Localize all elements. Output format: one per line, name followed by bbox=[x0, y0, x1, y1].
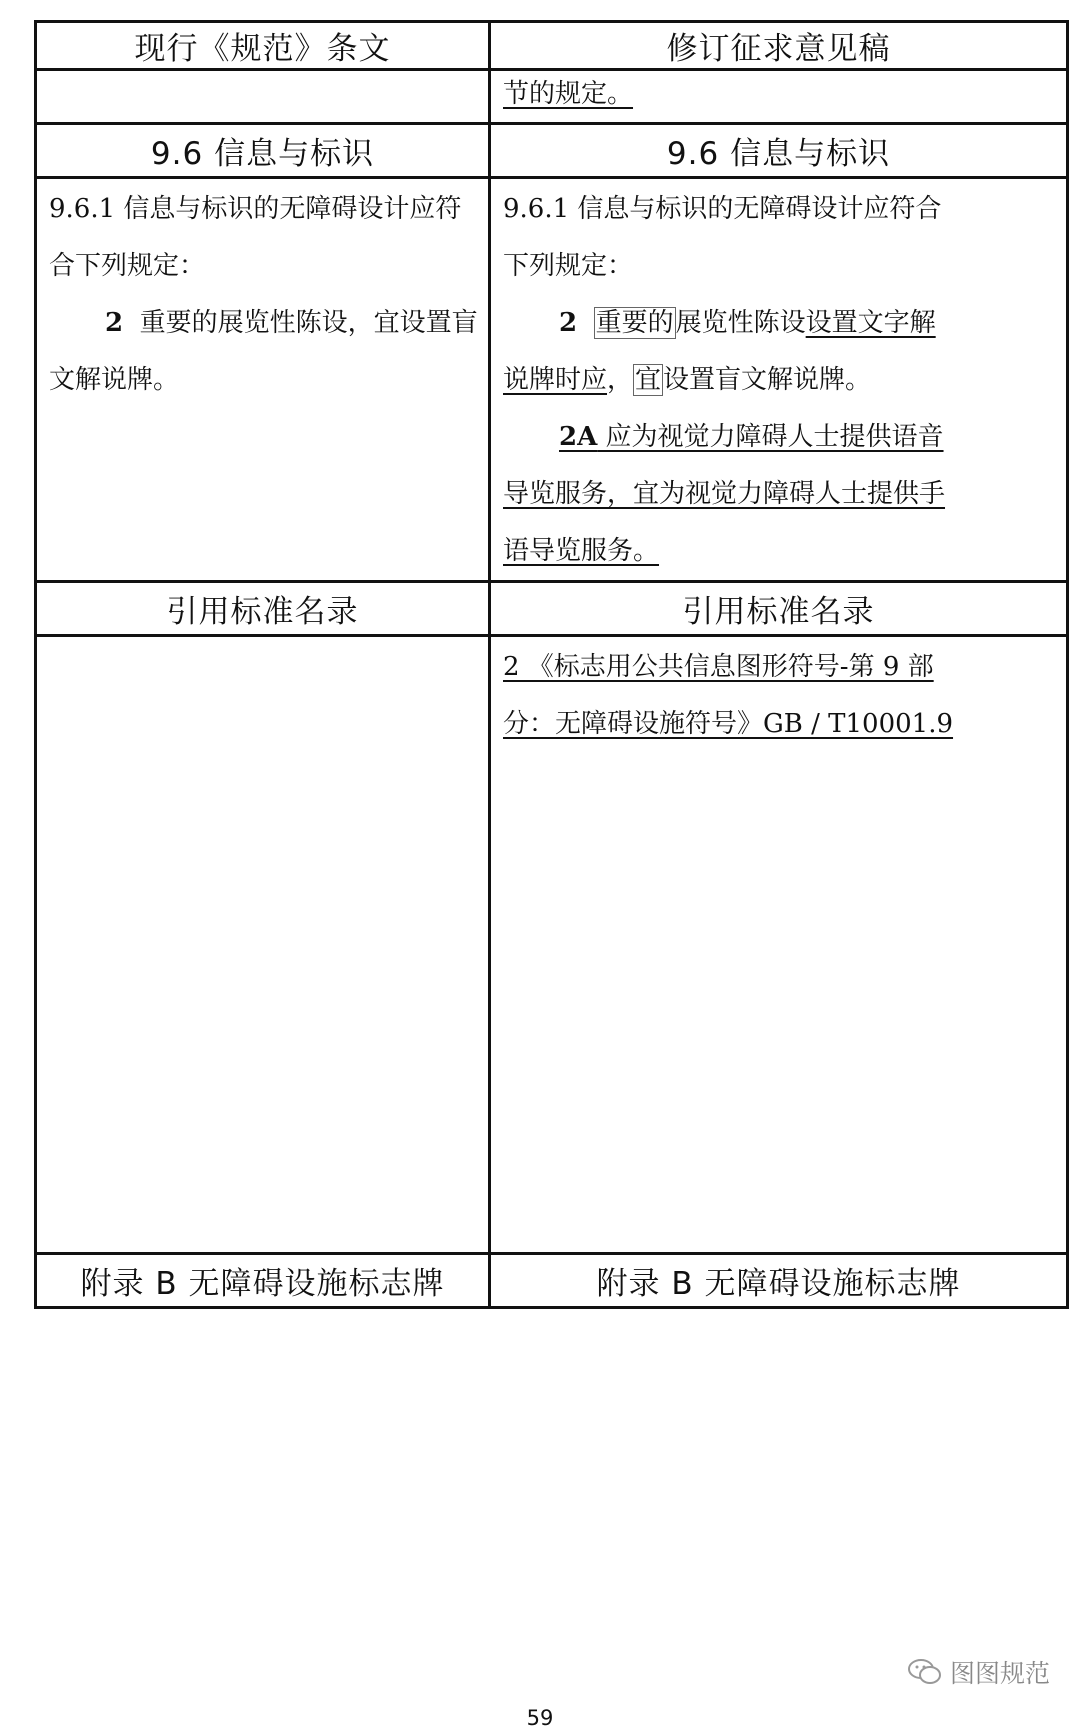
header-revision-draft: 修订征求意见稿 bbox=[490, 22, 1068, 70]
section-9-6-right: 9.6 信息与标识 bbox=[490, 124, 1068, 178]
row-continued-left bbox=[36, 70, 490, 124]
references-revised: 2 《标志用公共信息图形符号-第 9 部 分：无障碍设施符号》GB / T10001.9 bbox=[490, 636, 1068, 1254]
page-number: 59 bbox=[526, 1706, 554, 1730]
deleted-text-box: 重要的 bbox=[595, 308, 674, 338]
appendix-b-left: 附录 B 无障碍设施标志牌 bbox=[36, 1254, 490, 1308]
header-current-clause: 现行《规范》条文 bbox=[36, 22, 490, 70]
clause-9-6-1-revised: 9.6.1 信息与标识的无障碍设计应符合 下列规定： 2 重要的展览性陈设设置文字解 说牌时应，宜设置盲文解说牌。 2A 应为视觉力障碍人士提供语音 导览服务，宜为视觉力障碍人士提供手 语导览服务。 bbox=[490, 178, 1068, 582]
deleted-text-box: 宜 bbox=[635, 365, 662, 395]
watermark: 图图规范 bbox=[908, 1654, 1050, 1690]
clause-9-6-1-current: 9.6.1 信息与标识的无障碍设计应符 合下列规定： 2 重要的展览性陈设，宜设置盲 文解说牌。 bbox=[36, 178, 490, 582]
references-current bbox=[36, 636, 490, 1254]
wechat-icon bbox=[908, 1658, 942, 1686]
comparison-table bbox=[34, 20, 1069, 1309]
references-header-right: 引用标准名录 bbox=[490, 582, 1068, 636]
references-header-left: 引用标准名录 bbox=[36, 582, 490, 636]
row-continued-right: 节的规定。 bbox=[490, 70, 1068, 124]
appendix-b-right: 附录 B 无障碍设施标志牌 bbox=[490, 1254, 1068, 1308]
section-9-6-left: 9.6 信息与标识 bbox=[36, 124, 490, 178]
